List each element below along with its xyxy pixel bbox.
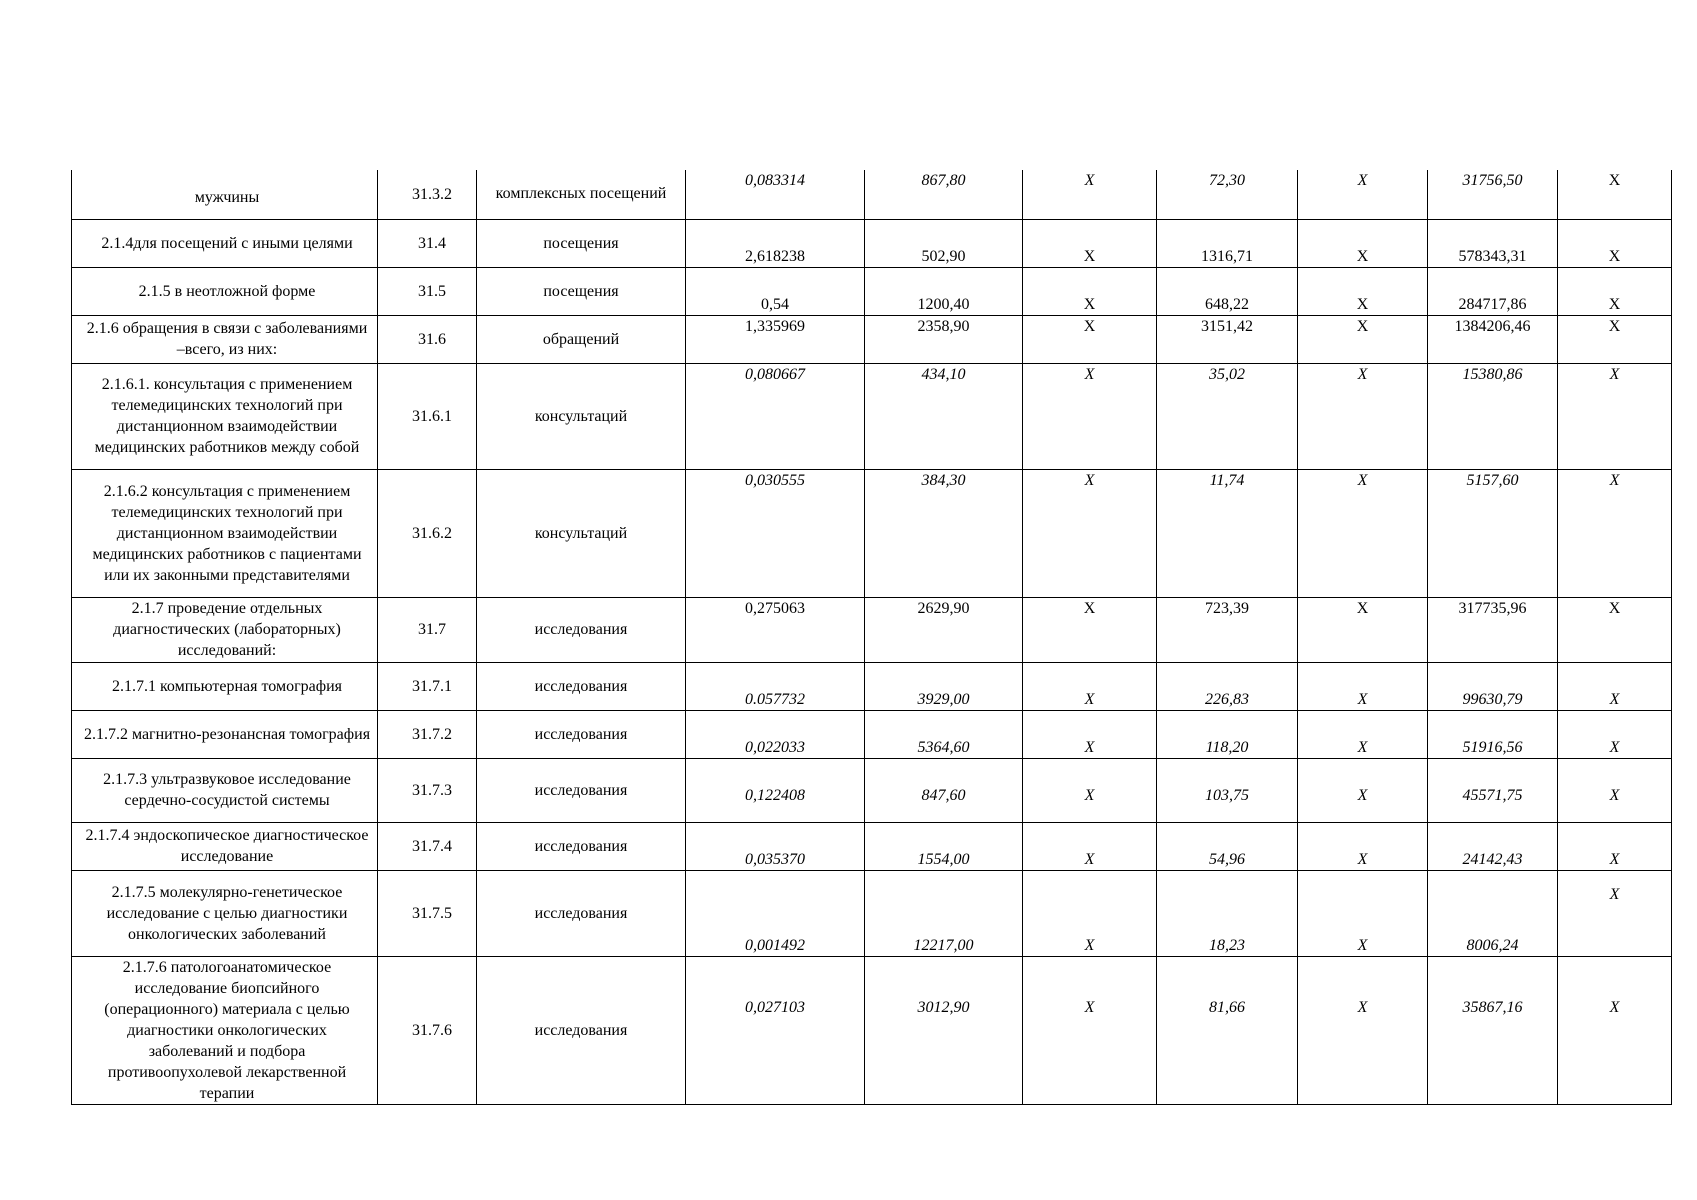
row-unit: исследования: [477, 870, 686, 956]
row-x2: Х: [1298, 469, 1428, 597]
row-per-capita: 103,75: [1157, 758, 1298, 822]
row-code: 31.6.2: [378, 469, 477, 597]
row-cost: 3929,00: [865, 662, 1023, 710]
row-code: 31.3.2: [378, 170, 477, 219]
row-cost: 502,90: [865, 219, 1023, 267]
row-total: 51916,56: [1428, 710, 1558, 758]
row-code: 31.4: [378, 219, 477, 267]
row-per-capita: 1316,71: [1157, 219, 1298, 267]
row-unit: исследования: [477, 710, 686, 758]
table-row: [72, 870, 1672, 956]
row-code: 31.7.1: [378, 662, 477, 710]
row-name: 2.1.4для посещений с иными целями: [72, 219, 378, 267]
row-unit: исследования: [477, 758, 686, 822]
row-norm: 0,275063: [686, 597, 865, 662]
row-per-capita: 35,02: [1157, 363, 1298, 469]
row-norm: 0,001492: [686, 870, 865, 956]
row-cost: 2629,90: [865, 597, 1023, 662]
row-code: 31.7.6: [378, 956, 477, 1104]
table-row: [72, 710, 1672, 758]
row-x2: Х: [1298, 758, 1428, 822]
row-x1: Х: [1023, 956, 1157, 1104]
row-norm: 0,080667: [686, 363, 865, 469]
row-x1: Х: [1023, 597, 1157, 662]
row-x1: Х: [1023, 267, 1157, 315]
row-x3: Х: [1558, 469, 1672, 597]
row-x3: Х: [1558, 267, 1672, 315]
row-x2: Х: [1298, 219, 1428, 267]
row-x3: Х: [1558, 597, 1672, 662]
table-row: [72, 662, 1672, 710]
row-norm: 0,030555: [686, 469, 865, 597]
row-total: 45571,75: [1428, 758, 1558, 822]
row-name: 2.1.6.1. консультация с применением телемедицинских технологий при дистанционном взаимодействии медицинских работников между собой: [72, 363, 378, 469]
row-unit: консультаций: [477, 469, 686, 597]
row-x3: Х: [1558, 956, 1672, 1104]
financing-table: [71, 170, 1672, 1105]
row-x1: Х: [1023, 662, 1157, 710]
row-unit: комплексных посещений: [477, 170, 686, 219]
row-name: 2.1.7.5 молекулярно-генетическое исследование с целью диагностики онкологических заболеваний: [72, 870, 378, 956]
row-name: 2.1.7.3 ультразвуковое исследование сердечно-сосудистой системы: [72, 758, 378, 822]
row-cost: 384,30: [865, 469, 1023, 597]
row-total: 8006,24: [1428, 870, 1558, 956]
row-cost: 867,80: [865, 170, 1023, 219]
row-name: 2.1.6 обращения в связи с заболеваниями –всего, из них:: [72, 315, 378, 363]
table-row: [72, 758, 1672, 822]
row-x2: Х: [1298, 597, 1428, 662]
row-cost: 434,10: [865, 363, 1023, 469]
row-x1: Х: [1023, 870, 1157, 956]
row-code: 31.5: [378, 267, 477, 315]
row-x2: Х: [1298, 956, 1428, 1104]
row-per-capita: 118,20: [1157, 710, 1298, 758]
row-unit: исследования: [477, 956, 686, 1104]
row-total: 1384206,46: [1428, 315, 1558, 363]
row-code: 31.7: [378, 597, 477, 662]
row-x3: Х: [1558, 710, 1672, 758]
row-name: 2.1.7 проведение отдельных диагностических (лабораторных) исследований:: [72, 597, 378, 662]
row-x2: Х: [1298, 870, 1428, 956]
row-norm: 0,035370: [686, 822, 865, 870]
row-per-capita: 72,30: [1157, 170, 1298, 219]
row-x1: Х: [1023, 758, 1157, 822]
row-x1: Х: [1023, 170, 1157, 219]
row-unit: исследования: [477, 597, 686, 662]
table-row: [72, 267, 1672, 315]
row-x2: Х: [1298, 170, 1428, 219]
row-unit: консультаций: [477, 363, 686, 469]
row-code: 31.6: [378, 315, 477, 363]
row-code: 31.7.3: [378, 758, 477, 822]
row-name: 2.1.7.2 магнитно-резонансная томография: [72, 710, 378, 758]
row-x3: Х: [1558, 870, 1672, 956]
row-norm: 0,022033: [686, 710, 865, 758]
row-total: 317735,96: [1428, 597, 1558, 662]
row-total: 578343,31: [1428, 219, 1558, 267]
row-norm: 2,618238: [686, 219, 865, 267]
row-x2: Х: [1298, 822, 1428, 870]
table-row: [72, 469, 1672, 597]
row-cost: 1200,40: [865, 267, 1023, 315]
row-per-capita: 18,23: [1157, 870, 1298, 956]
table-row: [72, 315, 1672, 363]
row-cost: 12217,00: [865, 870, 1023, 956]
row-x2: Х: [1298, 267, 1428, 315]
row-unit: посещения: [477, 219, 686, 267]
row-name: 2.1.7.6 патологоанатомическое исследование биопсийного (операционного) материала с целью диагностики онкологических заболеваний и подбора противоопухолевой лекарственной терапии: [72, 956, 378, 1104]
row-per-capita: 226,83: [1157, 662, 1298, 710]
row-x3: Х: [1558, 758, 1672, 822]
row-cost: 5364,60: [865, 710, 1023, 758]
row-x3: Х: [1558, 219, 1672, 267]
row-x1: Х: [1023, 363, 1157, 469]
table-row: [72, 219, 1672, 267]
row-code: 31.6.1: [378, 363, 477, 469]
row-per-capita: 81,66: [1157, 956, 1298, 1104]
row-total: 15380,86: [1428, 363, 1558, 469]
row-norm: 0.057732: [686, 662, 865, 710]
row-unit: исследования: [477, 662, 686, 710]
row-per-capita: 723,39: [1157, 597, 1298, 662]
row-norm: 0,122408: [686, 758, 865, 822]
row-x2: Х: [1298, 363, 1428, 469]
row-total: 31756,50: [1428, 170, 1558, 219]
row-norm: 1,335969: [686, 315, 865, 363]
row-x3: Х: [1558, 315, 1672, 363]
row-unit: посещения: [477, 267, 686, 315]
row-name: 2.1.5 в неотложной форме: [72, 267, 378, 315]
row-cost: 3012,90: [865, 956, 1023, 1104]
row-x1: Х: [1023, 822, 1157, 870]
row-x1: Х: [1023, 315, 1157, 363]
row-total: 5157,60: [1428, 469, 1558, 597]
row-total: 24142,43: [1428, 822, 1558, 870]
row-unit: исследования: [477, 822, 686, 870]
row-cost: 2358,90: [865, 315, 1023, 363]
table-row: [72, 956, 1672, 1104]
row-x2: Х: [1298, 315, 1428, 363]
row-per-capita: 54,96: [1157, 822, 1298, 870]
table-row: [72, 597, 1672, 662]
row-per-capita: 11,74: [1157, 469, 1298, 597]
row-x3: Х: [1558, 662, 1672, 710]
row-x1: Х: [1023, 710, 1157, 758]
row-cost: 847,60: [865, 758, 1023, 822]
row-norm: 0,027103: [686, 956, 865, 1104]
row-total: 99630,79: [1428, 662, 1558, 710]
row-name: мужчины: [72, 170, 378, 219]
row-norm: 0,54: [686, 267, 865, 315]
row-x3: Х: [1558, 170, 1672, 219]
table-row: [72, 363, 1672, 469]
row-cost: 1554,00: [865, 822, 1023, 870]
row-name: 2.1.6.2 консультация с применением телемедицинских технологий при дистанционном взаимодействии медицинских работников с пациентами или их законными представителями: [72, 469, 378, 597]
row-x1: Х: [1023, 219, 1157, 267]
row-x2: Х: [1298, 710, 1428, 758]
row-code: 31.7.4: [378, 822, 477, 870]
row-total: 35867,16: [1428, 956, 1558, 1104]
row-norm: 0,083314: [686, 170, 865, 219]
row-x1: Х: [1023, 469, 1157, 597]
row-name: 2.1.7.1 компьютерная томография: [72, 662, 378, 710]
row-x3: Х: [1558, 822, 1672, 870]
row-code: 31.7.2: [378, 710, 477, 758]
row-total: 284717,86: [1428, 267, 1558, 315]
table-row: [72, 170, 1672, 219]
row-per-capita: 3151,42: [1157, 315, 1298, 363]
row-code: 31.7.5: [378, 870, 477, 956]
row-x2: Х: [1298, 662, 1428, 710]
row-name: 2.1.7.4 эндоскопическое диагностическое исследование: [72, 822, 378, 870]
row-per-capita: 648,22: [1157, 267, 1298, 315]
row-unit: обращений: [477, 315, 686, 363]
table-row: [72, 822, 1672, 870]
row-x3: Х: [1558, 363, 1672, 469]
